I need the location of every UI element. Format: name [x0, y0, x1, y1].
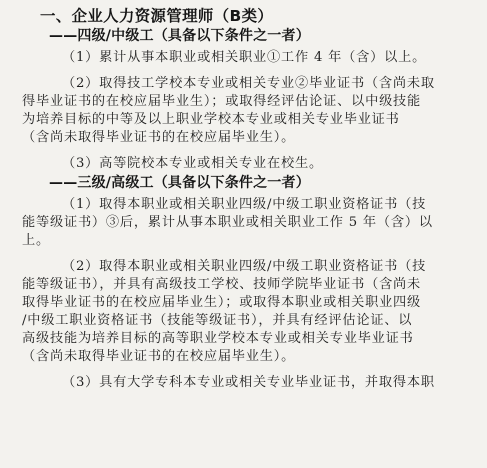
level3-condition-2-line-6: （含尚未取得毕业证书的在校应届毕业生）。	[22, 349, 296, 364]
level4-condition-2-line-3: 为培养目标的中等及以上职业学校本专业或相关专业毕业证书	[22, 112, 400, 127]
level3-condition-1-line-1: （1）取得本职业或相关职业四级/中级工职业资格证书（技	[62, 197, 427, 212]
level3-condition-2-line-2: 能等级证书），并具有高级技工学校、技师学院毕业证书（含尚未	[22, 277, 422, 292]
level3-condition-2-line-1: （2）取得本职业或相关职业四级/中级工职业资格证书（技	[62, 259, 427, 274]
level3-condition-1-line-3: 上。	[22, 233, 50, 248]
level4-condition-2-line-4: （含尚未取得毕业证书的在校应届毕业生）。	[22, 130, 296, 145]
level4-condition-1-line-1: （1）累计从事本职业或相关职业①工作 4 年（含）以上。	[62, 50, 427, 65]
level3-condition-2-line-5: 高级技能为培养目标的高等职业学校本专业或相关专业毕业证书	[22, 331, 414, 346]
level4-condition-1	[22, 49, 477, 67]
section-heading: 一、企业人力资源管理师（B类）	[40, 7, 274, 25]
level4-condition-3	[22, 155, 477, 173]
level3-condition-1-line-2: 能等级证书）③后，累计从事本职业或相关职业工作 5 年（含）以	[22, 215, 433, 230]
level4-condition-2	[22, 75, 477, 147]
level3-condition-3-line-1: （3）具有大学专科本专业或相关专业毕业证书，并取得本职	[62, 375, 435, 390]
level3-condition-3	[22, 374, 477, 392]
level3-condition-2-line-3: 取得毕业证书的在校应届毕业生）；或取得本职业或相关职业四级	[22, 295, 422, 310]
level3-condition-2	[22, 258, 477, 366]
level3-heading: ——三级/高级工（具备以下条件之一者）	[49, 175, 310, 191]
level4-heading: ——四级/中级工（具备以下条件之一者）	[49, 28, 310, 44]
level4-condition-3-line-1: （3）高等院校本专业或相关专业在校生。	[62, 156, 323, 171]
level4-condition-2-line-2: 得毕业证书的在校应届毕业生）；或取得经评估论证、以中级技能	[22, 94, 422, 109]
level3-condition-2-line-4: /中级工职业资格证书（技能等级证书），并具有经评估论证、以	[22, 313, 413, 328]
level3-condition-1	[22, 196, 477, 250]
level4-condition-2-line-1: （2）取得技工学校本专业或相关专业②毕业证书（含尚未取	[62, 76, 435, 91]
